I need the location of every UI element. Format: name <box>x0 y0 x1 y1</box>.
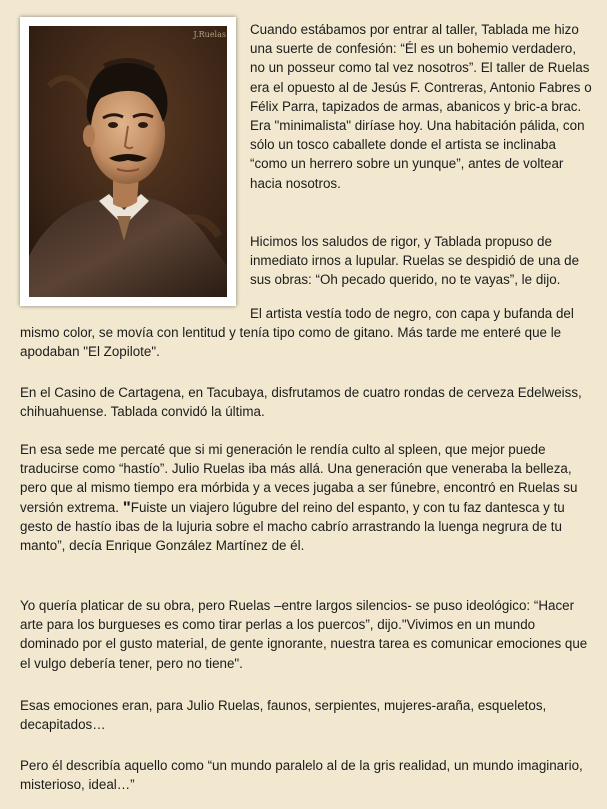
painter-signature: J.Ruelas <box>193 30 226 39</box>
paragraph-1: Cuando estábamos por entrar al taller, Tablada me hizo una suerte de confesión: “Él es un bohemio verdadero, no un posseur como tal vez nosotros”. El taller de Ruelas era el opuesto al de Jesús F. Contreras, Antonio Fabres o Félix Parra, tapizados de armas, abanicos y bric-a brac. Era "minimalista" diríase hoy. Una habitación pálida, con sólo un tosco caballete donde el artista se inclinaba “como un herrero sobre un yunque”, antes de voltear hacia nosotros. <box>250 22 592 191</box>
paragraph-5-text: En esa sede me percaté que si mi generación le rendía culto al spleen, que mejor puede traducirse como “hastío”. Julio Ruelas iba más allá. Una generación que veneraba la belleza, pero que al mismo tiempo era mórbida y a veces jugaba a ser fúnebre, encontró en Ruelas su versión extrema. <box>20 442 578 515</box>
paragraph-7: Esas emociones eran, para Julio Ruelas, faunos, serpientes, mujeres-araña, esqueletos, decapitados… <box>20 698 547 733</box>
paragraph-5 <box>20 440 594 555</box>
paragraph-2: Hicimos los saludos de rigor, y Tablada propuso de inmediato irnos a lupular. Ruelas se despidió de una de sus obras: “Oh pecado querido, no te vayas”, le dijo. <box>250 234 580 288</box>
portrait-frame <box>20 17 236 306</box>
paragraph-5-quote: Fuiste un viajero lúgubre del reino del espanto, y con tu faz dantesca y tu gesto de hastío ibas de la lujuria sobre el macho cabrío arrastrando la luenga negrura de tu manto”, decía Enrique González Martínez de él. <box>20 499 565 554</box>
portrait-image <box>29 26 227 297</box>
paragraph-3: El artista vestía todo de negro, con capa y bufanda del mismo color, se movía con lentitud y tenía tipo como de gitano. Más tarde me enteré que le apodaban "El Zopilote". <box>20 306 574 360</box>
paragraph-4: En el Casino de Cartagena, en Tacubaya, disfrutamos de cuatro rondas de cerveza Edelweiss, chihuahuense. Tablada convidó la última. <box>20 385 582 420</box>
opening-quote-mark: " <box>122 497 131 517</box>
paragraph-6: Yo quería platicar de su obra, pero Ruelas –entre largos silencios- se puso ideológico: “Hacer arte para los burgueses es como tirar perlas a los puercos”, dijo."Vivimos en un mundo dominado por el gusto material, de gente ignorante, nuestra tarea es comunicar emociones que el vulgo debería tener, pero no tiene". <box>20 598 588 671</box>
paragraph-8: Pero él describía aquello como “un mundo paralelo al de la gris realidad, un mundo imaginario, misterioso, ideal…” <box>20 758 583 793</box>
